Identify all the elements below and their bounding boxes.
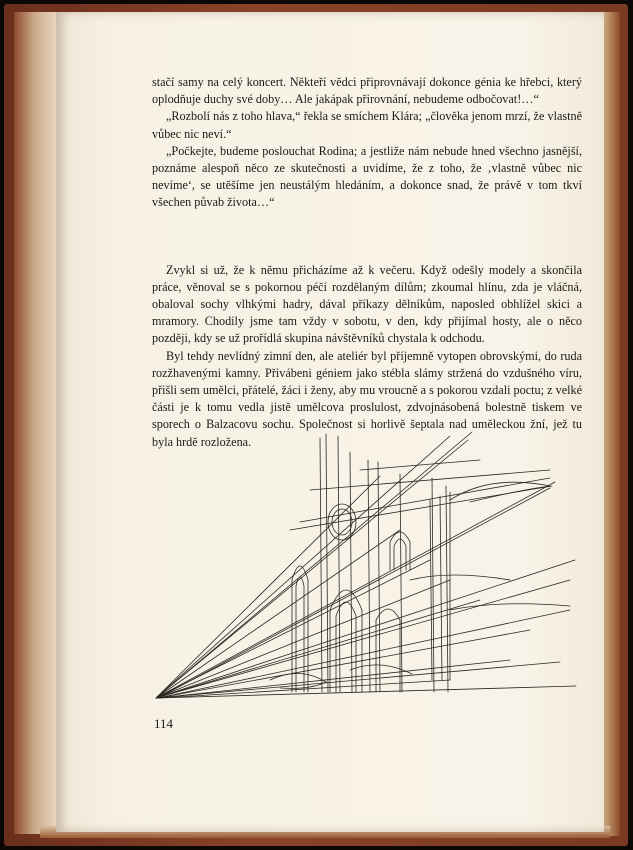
section-gap — [152, 212, 582, 262]
cathedral-sketch-illustration — [150, 430, 580, 710]
paragraph: Zvykl si už, že k němu přicházíme až k večeru. Když odešly modely a skončila práce, věnoval se s pokornou péčí rozdělaným dílům; zkoumal hlínu, zda je vláčná, obaloval sochy vlhkými hadry, dával příkazy dělníkům, naposled obhlížel skici a mramory. Chodily jsme tam vždy v sobotu, v den, kdy přijímal hosty, ale o něco později, kdy se už prořídlá skupina návštěvníků chystala k odchodu. — [152, 262, 582, 346]
body-text — [152, 74, 582, 451]
paragraph: „Počkejte, budeme poslouchat Rodina; a jestliže nám nebude hned všechno jasnější, poznáme alespoň něco ze skutečnosti a uvidíme, že z toho, že ‚vlastně vůbec nic nevíme‘, se utěšíme jen neustálým hledáním, a dokonce snad, že právě v tom tkví všechen půvab života…“ — [152, 143, 582, 210]
paragraph: Byl tehdy nevlídný zimní den, ale ateliér byl příjemně vytopen obrovskými, do ruda rozžhavenými kamny. Přivábeni géniem jako stébla slámy stržená do vzdušného víru, přišli sem umělci, přátelé, žáci i ženy, aby mu vroucně a s pokorou vzdali poctu; z velké části je k tomu vedla jistě umělcova proslulost, zdvojnásobená bolestně tiskem ve sporech o Balzacovu sochu. Společnost si horlivě šeptala nad uměleckou žní, jež tu byla hrdě rozložena. — [152, 348, 582, 449]
paragraph: „Rozbolí nás z toho hlava,“ řekla se smíchem Klára; „člověka jenom mrzí, že vlastně vůbec nic neví.“ — [152, 109, 582, 141]
page-edge-left — [14, 12, 58, 834]
paragraph: stačí samy na celý koncert. Někteří vědci připrovnávají dokonce génia ke hřebci, který oplodňuje duchy své doby… Ale jakápak přirovnání, nebudeme odbočovat!…“ — [152, 75, 582, 107]
page-number: 114 — [154, 716, 174, 731]
